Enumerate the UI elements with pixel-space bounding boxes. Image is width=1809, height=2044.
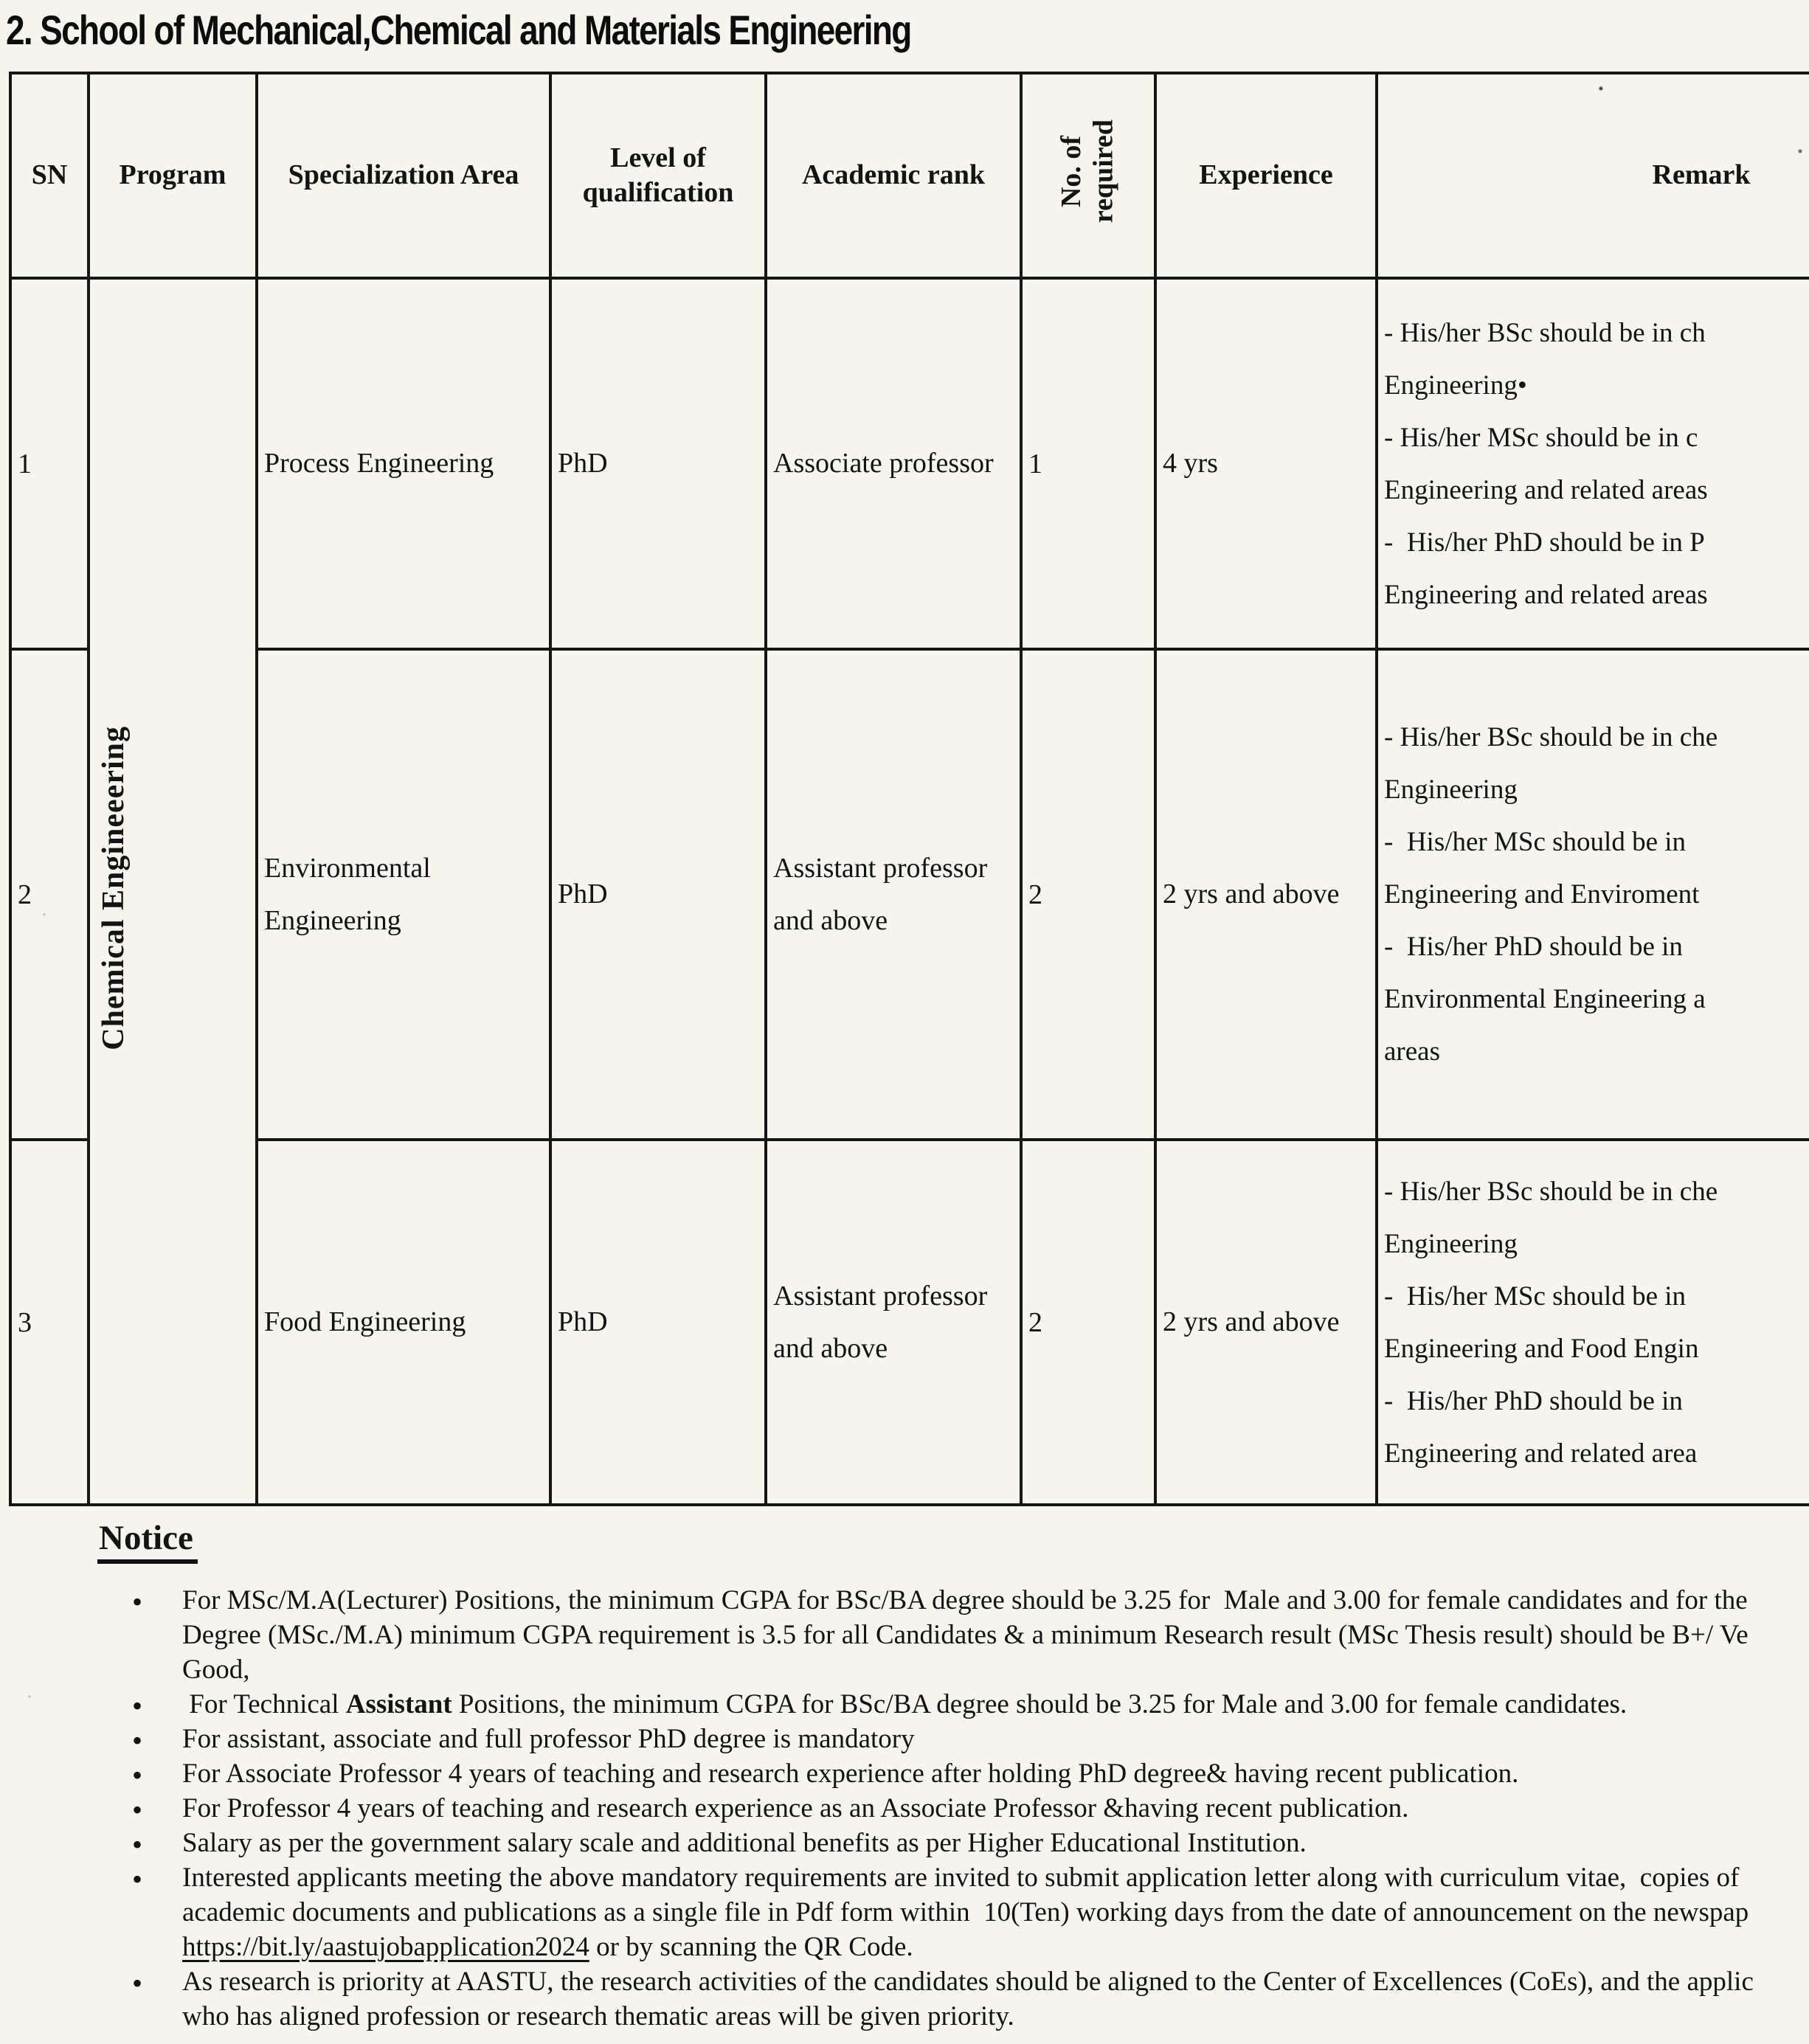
table-row — [10, 1140, 1809, 1505]
remark-line: - His/her MSc should be in — [1384, 1281, 1687, 1312]
no-required-value: 1 — [1021, 278, 1155, 649]
remark-line: Engineering• — [1384, 370, 1527, 401]
header-specialization: Specialization Area — [257, 73, 550, 278]
sn-value: 1 — [10, 278, 89, 649]
remark-line: Engineering and Enviroment — [1384, 879, 1700, 910]
no-required-value: 2 — [1021, 649, 1155, 1140]
bullet-line: • As research is priority at AASTU, the research activities of the candidates should be aligned to the Center of Excellences (CoEs), and the applic — [182, 1967, 1754, 1997]
remark-lines — [1384, 1165, 1809, 1480]
notice-bullet-application — [131, 1860, 1809, 1964]
bullet-line — [182, 1930, 1809, 1964]
bullet-text-post: Positions, the minimum CGPA for BSc/BA degree should be 3.25 for Male and 3.00 for female candidates. — [452, 1689, 1628, 1719]
remark-cell — [1377, 278, 1809, 649]
remark-line: - His/her MSc should be in — [1384, 827, 1687, 857]
remark-cell — [1377, 1140, 1809, 1505]
header-no-required — [1021, 73, 1155, 278]
remark-line: areas — [1384, 1036, 1440, 1067]
notice-bullet-associate-professor — [131, 1756, 1809, 1791]
program-merged-cell — [89, 278, 257, 1505]
bullet-text-bold: Assistant — [345, 1689, 452, 1719]
header-no-required-vertical — [1056, 119, 1120, 223]
qualification-value: PhD — [550, 278, 766, 649]
remark-line: Engineering and related areas — [1384, 579, 1708, 610]
bullet-line: • Interested applicants meeting the above mandatory requirements are invited to submit application letter along with curriculum vitae, copies of — [182, 1863, 1740, 1893]
bullet-text-post: or by scanning the QR Code. — [589, 1932, 913, 1962]
academic-rank-value: Assistant professor and above — [766, 649, 1021, 1140]
header-program: Program — [89, 73, 257, 278]
bullet-line: who has aligned profession or research thematic areas will be given priority. — [182, 2001, 1014, 2031]
bullet-line: • For Associate Professor 4 years of teaching and research experience after holding PhD degree& having recent publication. — [182, 1759, 1519, 1789]
bullet-line: • For Professor 4 years of teaching and research experience as an Associate Professor &having recent publication. — [182, 1793, 1409, 1823]
header-qualification: Level of qualification — [550, 73, 766, 278]
remark-line: Environmental Engineering a — [1384, 984, 1706, 1014]
specialization-value: Environmental Engineering — [257, 649, 550, 1140]
experience-value: 2 yrs and above — [1155, 1140, 1377, 1505]
bullet-line: academic documents and publications as a single file in Pdf form within 10(Ten) working days from the date of announcement on the newspap — [182, 1897, 1749, 1927]
bullet-line: Good, — [182, 1655, 250, 1685]
header-remark: Remark — [1377, 73, 1809, 278]
specialization-value: Process Engineering — [257, 278, 550, 649]
remark-line: - His/her PhD should be in P — [1384, 527, 1705, 558]
bullet-line: • Salary as per the government salary scale and additional benefits as per Higher Educational Institution. — [182, 1828, 1307, 1858]
notice-bullet-research-priority — [131, 1964, 1809, 2034]
qualification-value: PhD — [550, 649, 766, 1140]
notice-bullet-salary — [131, 1826, 1809, 1860]
notice-bullet-professor — [131, 1791, 1809, 1826]
remark-line: - His/her MSc should be in c — [1384, 422, 1698, 453]
remark-cell — [1377, 649, 1809, 1140]
table-row — [10, 278, 1809, 649]
remark-line: Engineering and related area — [1384, 1438, 1698, 1469]
bullet-line: • For assistant, associate and full professor PhD degree is mandatory — [182, 1724, 915, 1754]
remark-line: - His/her PhD should be in — [1384, 1385, 1683, 1416]
experience-value: 2 yrs and above — [1155, 649, 1377, 1140]
remark-line: - His/her BSc should be in ch — [1384, 317, 1706, 348]
remark-lines — [1384, 711, 1809, 1078]
remark-line: - His/her BSc should be in che — [1384, 1176, 1718, 1207]
experience-value: 4 yrs — [1155, 278, 1377, 649]
remark-lines — [1384, 307, 1809, 621]
sn-value: 2 — [10, 649, 89, 1140]
document-title: 2. School of Mechanical,Chemical and Materials Engineering — [6, 7, 911, 53]
header-sn: SN — [10, 73, 89, 278]
header-no-required-line2: required — [1088, 119, 1119, 223]
qualification-value: PhD — [550, 1140, 766, 1505]
academic-rank-value: Associate professor — [766, 278, 1021, 649]
notice-heading: Notice — [97, 1518, 198, 1564]
remark-line: Engineering — [1384, 1228, 1518, 1259]
notice-bullet-list — [131, 1583, 1809, 2034]
table-row — [10, 649, 1809, 1140]
remark-line: Engineering — [1384, 775, 1518, 805]
bullet-text-pre: For Technical — [182, 1689, 346, 1719]
program-group-label: Chemical Engineeering — [97, 725, 131, 1050]
specialization-value: Food Engineering — [257, 1140, 550, 1505]
vacancy-table — [9, 72, 1809, 1506]
notice-bullet-cgpa-lecturer — [131, 1583, 1809, 1687]
remark-line: - His/her BSc should be in che — [1384, 722, 1718, 752]
no-required-value: 2 — [1021, 1140, 1155, 1505]
bullet-line: Degree (MSc./M.A) minimum CGPA requirement is 3.5 for all Candidates & a minimum Research result (MSc Thesis result) should be B+/ Ve — [182, 1620, 1749, 1650]
table-header-row — [10, 73, 1809, 278]
remark-line: Engineering and related areas — [1384, 474, 1708, 505]
bullet-line: • For MSc/M.A(Lecturer) Positions, the minimum CGPA for BSc/BA degree should be 3.25 for Male and 3.00 for female candidates and for the — [182, 1585, 1748, 1615]
header-experience: Experience — [1155, 73, 1377, 278]
notice-bullet-phd-mandatory — [131, 1722, 1809, 1756]
notice-section — [97, 1518, 1809, 2034]
sn-value: 3 — [10, 1140, 89, 1505]
header-no-required-line1: No. of — [1056, 135, 1087, 207]
remark-line: - His/her PhD should be in — [1384, 932, 1683, 962]
notice-bullet-technical-assistant — [131, 1687, 1809, 1722]
bullet-line — [182, 1687, 1809, 1722]
remark-line: Engineering and Food Engin — [1384, 1333, 1699, 1364]
academic-rank-value: Assistant professor and above — [766, 1140, 1021, 1505]
header-academic-rank: Academic rank — [766, 73, 1021, 278]
application-link: https://bit.ly/aastujobapplication2024 — [182, 1932, 589, 1962]
